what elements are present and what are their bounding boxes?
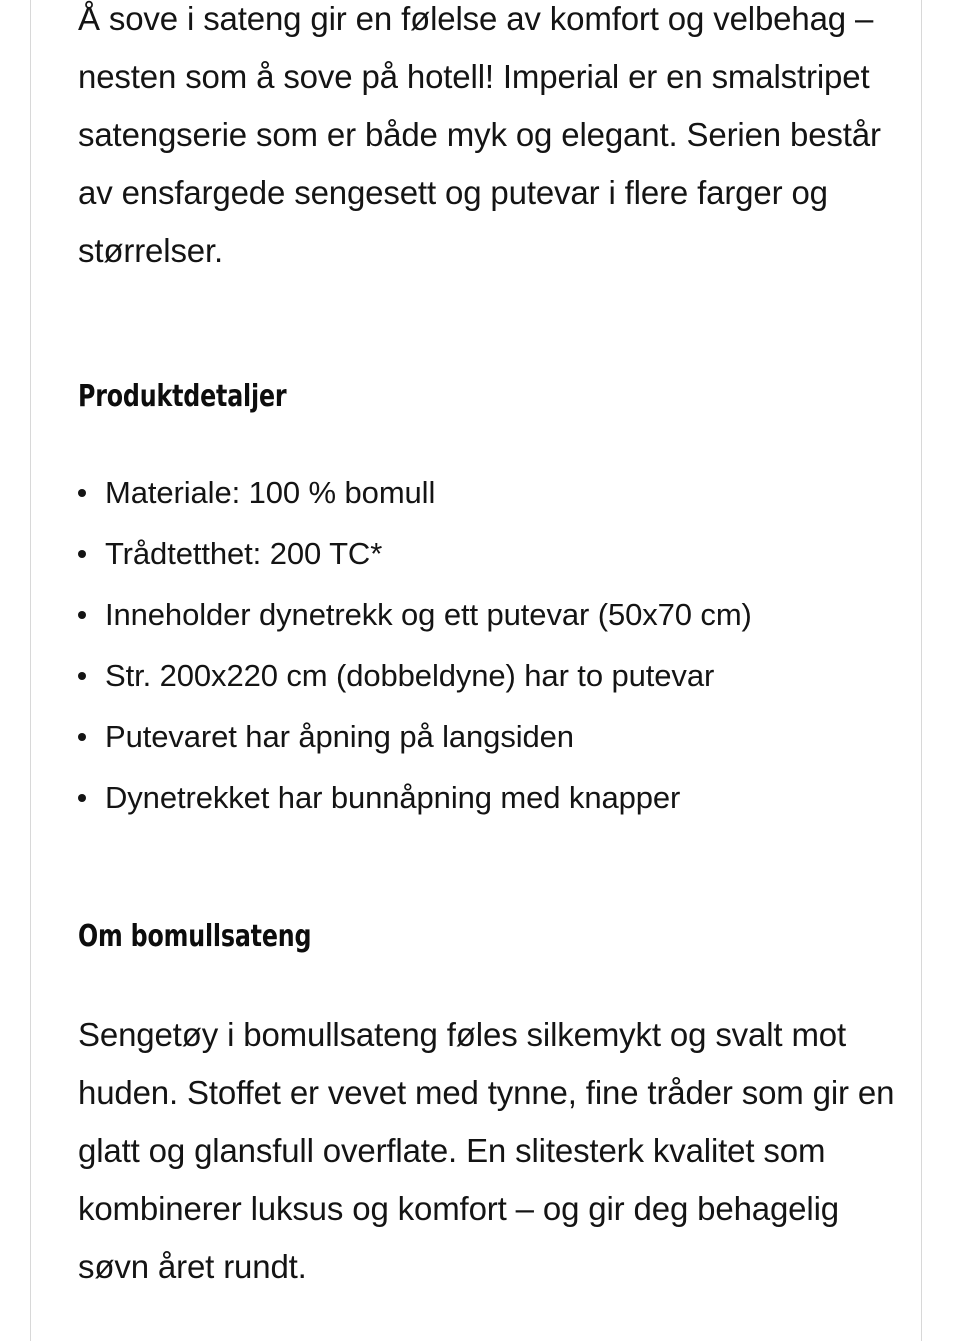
list-item [78, 523, 900, 584]
list-item [78, 462, 900, 523]
list-item-label: Inneholder dynetrekk og ett putevar (50x70 cm) [105, 597, 752, 632]
product-details-list [78, 462, 900, 828]
page-right-rule [921, 0, 922, 1341]
bullet-dot-icon [78, 550, 86, 558]
page-left-rule [30, 0, 31, 1341]
bullet-dot-icon [78, 672, 86, 680]
spacer-after-product-details-heading [78, 414, 900, 462]
about-paragraph: Sengetøy i bomullsateng føles silkemykt og svalt mot huden. Stoffet er vevet med tynne, fine tråder som gir en glatt og glansfull overflate. En slitesterk kvalitet som kombinerer luksus og komfort – og gir deg behagelig søvn året rundt. [78, 1016, 895, 1285]
bullet-dot-icon [78, 794, 86, 802]
bullet-dot-icon [78, 611, 86, 619]
list-item [78, 584, 900, 645]
about-heading: Om bomullsateng [78, 919, 312, 954]
bullet-dot-icon [78, 489, 86, 497]
product-details-heading: Produktdetaljer [78, 379, 287, 414]
spacer-before-product-details [78, 280, 900, 380]
spacer-after-about-heading [78, 954, 900, 1006]
list-item-label: Dynetrekket har bunnåpning med knapper [105, 780, 681, 815]
list-item [78, 706, 900, 767]
list-item-label: Materiale: 100 % bomull [105, 475, 436, 510]
list-item-label: Trådtetthet: 200 TC* [105, 536, 383, 571]
list-item-label: Putevaret har åpning på langsiden [105, 719, 574, 754]
bullet-dot-icon [78, 733, 86, 741]
product-description-content [78, 0, 900, 1296]
spacer-before-about-section [78, 828, 900, 920]
list-item-label: Str. 200x220 cm (dobbeldyne) har to putevar [105, 658, 715, 693]
list-item [78, 767, 900, 828]
list-item [78, 645, 900, 706]
intro-paragraph: Å sove i sateng gir en følelse av komfort og velbehag – nesten som å sove på hotell! Imperial er en smalstripet satengserie som er både myk og elegant. Serien består av ensfargede sengesett og putevar i flere farger og størrelser. [78, 0, 881, 269]
